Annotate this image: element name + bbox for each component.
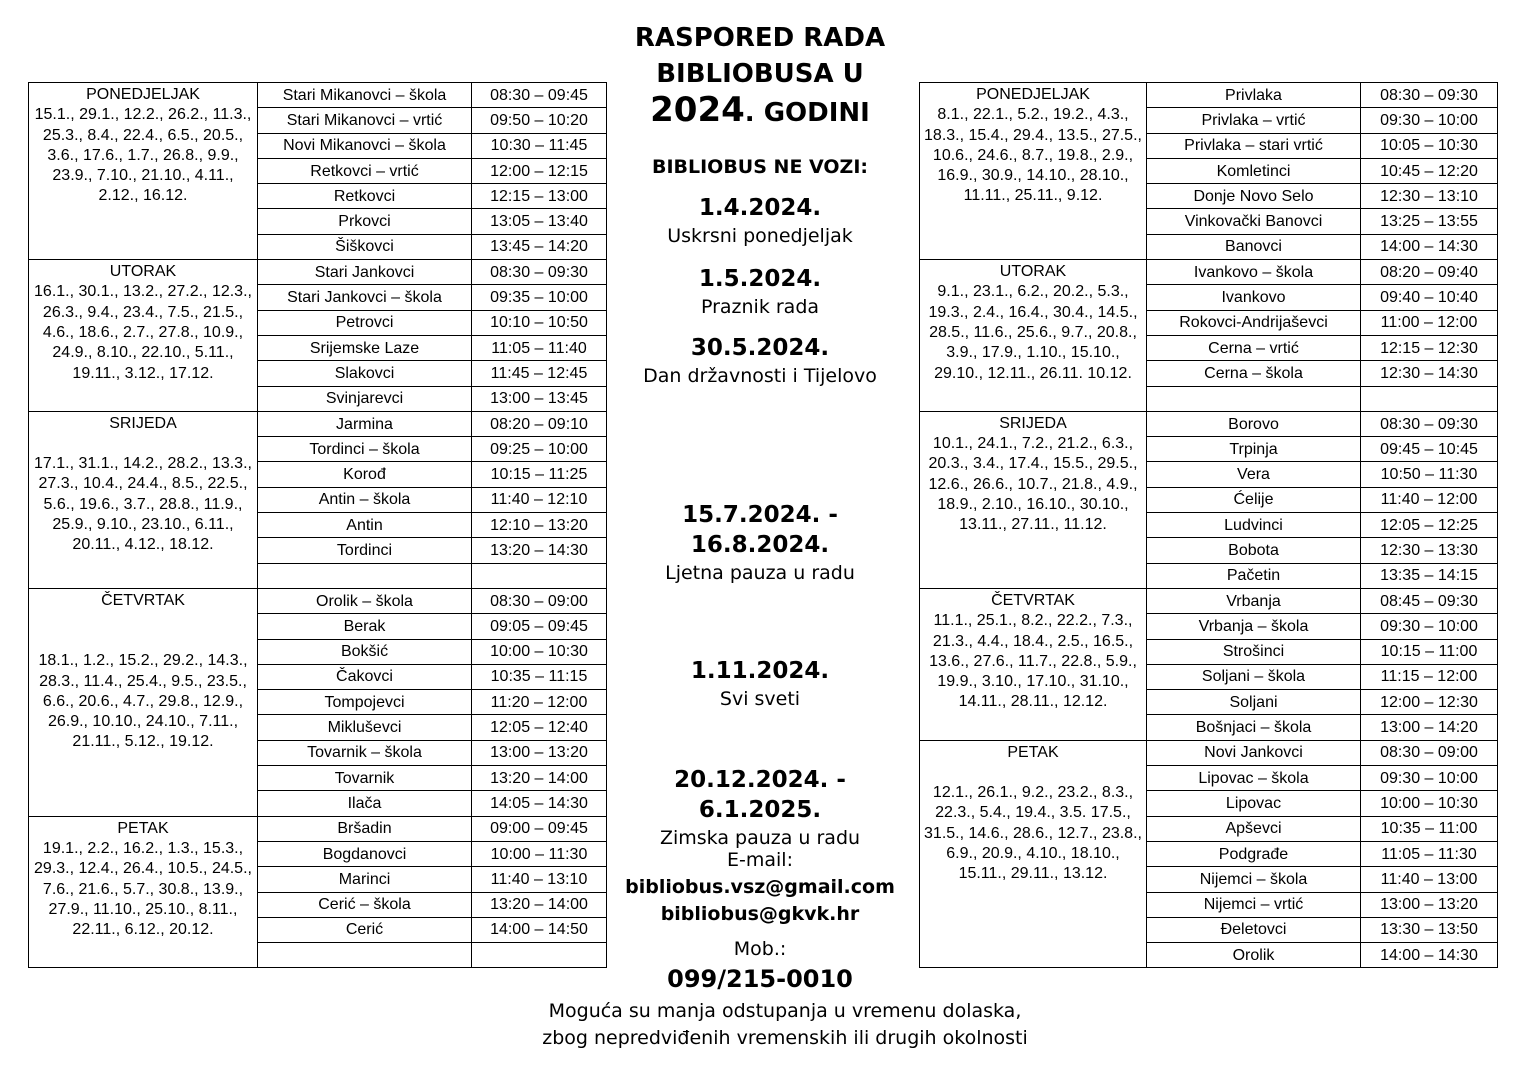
stop-time: 09:00 – 09:45 bbox=[472, 816, 607, 841]
stop-place: Retkovci – vrtić bbox=[258, 158, 472, 183]
stop-time: 08:30 – 09:30 bbox=[1361, 83, 1498, 108]
stop-place: Cerna – škola bbox=[1147, 361, 1361, 386]
title-line-2: BIBLIOBUSA U bbox=[656, 59, 864, 89]
day-name: SRIJEDA bbox=[999, 414, 1067, 432]
table-row bbox=[29, 588, 607, 613]
stop-time: 08:30 – 09:00 bbox=[472, 588, 607, 613]
stop-place: Bobota bbox=[1147, 538, 1361, 563]
stop-place: Ivankovo – škola bbox=[1147, 260, 1361, 285]
day-name: PONEDJELJAK bbox=[976, 86, 1090, 103]
stop-place: Slakovci bbox=[258, 361, 472, 386]
stop-place: Tovarnik bbox=[258, 766, 472, 791]
stop-place: Bošnjaci – škola bbox=[1147, 715, 1361, 740]
stop-place: Orolik bbox=[1147, 943, 1361, 968]
stop-time: 13:20 – 14:30 bbox=[472, 538, 607, 563]
stop-time: 09:30 – 10:00 bbox=[1361, 108, 1498, 133]
stop-time: 10:45 – 12:20 bbox=[1361, 158, 1498, 183]
stop-place: Bršadin bbox=[258, 816, 472, 841]
stop-place: Ivankovo bbox=[1147, 285, 1361, 310]
stop-time: 12:30 – 13:10 bbox=[1361, 184, 1498, 209]
stop-time: 14:00 – 14:50 bbox=[472, 917, 607, 942]
mobile-label: Mob.: bbox=[733, 938, 787, 960]
day-name: UTORAK bbox=[999, 263, 1067, 281]
stop-time: 09:45 – 10:45 bbox=[1361, 437, 1498, 462]
day-cell bbox=[920, 740, 1147, 968]
day-dates: 16.1., 30.1., 13.2., 27.2., 12.3., 26.3., 9.4., 23.4., 7.5., 21.5., 4.6., 18.6., 2.7., 27.8., 10.9., 24.9., 8.10., 22.10., 5.11., 19.11., 3.12., 17.12. bbox=[34, 283, 252, 382]
stop-time: 10:00 – 10:30 bbox=[472, 639, 607, 664]
stop-time: 13:00 – 14:20 bbox=[1361, 715, 1498, 740]
stop-place: Borovo bbox=[1147, 411, 1361, 436]
stop-place: Pačetin bbox=[1147, 563, 1361, 588]
stop-place: Cerić – škola bbox=[258, 892, 472, 917]
holiday-name: Svi sveti bbox=[719, 688, 801, 710]
day-dates: 9.1., 23.1., 6.2., 20.2., 5.3., 19.3., 2.4., 16.4., 30.4., 14.5., 28.5., 11.6., 25.6., 9.7., 20.8., 3.9., 17.9., 1.10., 15.10., 29.10., 12.11., 26.11. 10.12. bbox=[928, 283, 1138, 382]
stop-time: 10:00 – 10:30 bbox=[1361, 791, 1498, 816]
day-cell bbox=[920, 411, 1147, 588]
stop-time: 09:35 – 10:00 bbox=[472, 285, 607, 310]
stop-place: Lipovac bbox=[1147, 791, 1361, 816]
holiday-name: Dan državnosti i Tijelovo bbox=[643, 365, 877, 387]
table-row bbox=[29, 411, 607, 436]
stop-place: Novi Jankovci bbox=[1147, 740, 1361, 765]
day-cell bbox=[29, 83, 258, 260]
day-name: PONEDJELJAK bbox=[86, 86, 200, 103]
stop-time: 14:05 – 14:30 bbox=[472, 791, 607, 816]
stop-place: Antin – škola bbox=[258, 487, 472, 512]
stop-place: Prkovci bbox=[258, 209, 472, 234]
holiday-2 bbox=[610, 264, 910, 320]
stop-time: 11:20 – 12:00 bbox=[472, 690, 607, 715]
stop-place: Privlaka bbox=[1147, 83, 1361, 108]
stop-place: Tovarnik – škola bbox=[258, 740, 472, 765]
stop-place: Strošinci bbox=[1147, 639, 1361, 664]
holiday-4 bbox=[610, 500, 910, 586]
table-row bbox=[29, 83, 607, 108]
stop-time: 13:25 – 13:55 bbox=[1361, 209, 1498, 234]
holiday-date: 30.5.2024. bbox=[690, 335, 830, 361]
footer-note bbox=[420, 998, 1150, 1052]
title-year: 2024 bbox=[650, 90, 745, 130]
stop-time: 08:20 – 09:10 bbox=[472, 411, 607, 436]
stop-place: Vrbanja bbox=[1147, 588, 1361, 613]
day-dates: 11.1., 25.1., 8.2., 22.2., 7.3., 21.3., 4.4., 18.4., 2.5., 16.5., 13.6., 27.6., 11.7., 22.8., 5.9., 19.9., 3.10., 17.10., 31.10., 14.11., 28.11., 12.12. bbox=[929, 612, 1137, 711]
day-cell bbox=[29, 588, 258, 816]
day-dates: 18.1., 1.2., 15.2., 29.2., 14.3., 28.3., 11.4., 25.4., 9.5., 23.5., 6.6., 20.6., 4.7., 29.8., 12.9., 26.9., 10.10., 24.10., 7.11., 21.11., 5.12., 19.12. bbox=[38, 652, 248, 751]
stop-time: 12:15 – 13:00 bbox=[472, 184, 607, 209]
stop-time: 09:30 – 10:00 bbox=[1361, 614, 1498, 639]
stop-place: Soljani – škola bbox=[1147, 664, 1361, 689]
email-label: E-mail: bbox=[727, 849, 793, 871]
stop-place: Rokovci-Andrijaševci bbox=[1147, 310, 1361, 335]
stop-place: Bokšić bbox=[258, 639, 472, 664]
schedule-table-left bbox=[28, 82, 607, 968]
stop-place: Banovci bbox=[1147, 234, 1361, 259]
holiday-date: 1.5.2024. bbox=[698, 266, 822, 292]
stop-time bbox=[1361, 386, 1498, 411]
stop-time: 09:30 – 10:00 bbox=[1361, 766, 1498, 791]
stop-place: Jarmina bbox=[258, 411, 472, 436]
stop-place: Apševci bbox=[1147, 816, 1361, 841]
stop-time bbox=[472, 943, 607, 968]
contact-block bbox=[610, 847, 910, 995]
stop-time: 12:30 – 14:30 bbox=[1361, 361, 1498, 386]
day-name: PETAK bbox=[1007, 743, 1059, 761]
stop-time: 11:40 – 13:10 bbox=[472, 867, 607, 892]
stop-place: Ilača bbox=[258, 791, 472, 816]
stop-place bbox=[258, 943, 472, 968]
holiday-name: Praznik rada bbox=[700, 296, 820, 318]
stop-time: 13:45 – 14:20 bbox=[472, 234, 607, 259]
stop-place: Berak bbox=[258, 614, 472, 639]
mobile-number[interactable]: 099/215-0010 bbox=[667, 965, 853, 993]
day-cell bbox=[920, 83, 1147, 260]
stop-time: 08:30 – 09:45 bbox=[472, 83, 607, 108]
title-line-3 bbox=[610, 92, 910, 131]
day-dates: 8.1., 22.1., 5.2., 19.2., 4.3., 18.3., 15.4., 29.4., 13.5., 27.5., 10.6., 24.6., 8.7., 19.8., 2.9., 16.9., 30.9., 14.10., 28.10., 11.11., 25.11., 9.12. bbox=[924, 106, 1142, 205]
stop-time: 12:05 – 12:25 bbox=[1361, 513, 1498, 538]
holiday-date: 1.4.2024. bbox=[698, 195, 822, 221]
stop-time: 11:40 – 12:00 bbox=[1361, 487, 1498, 512]
stop-place: Korođ bbox=[258, 462, 472, 487]
stop-time: 09:25 – 10:00 bbox=[472, 437, 607, 462]
table-row bbox=[920, 740, 1498, 765]
stop-place: Vrbanja – škola bbox=[1147, 614, 1361, 639]
stop-place: Donje Novo Selo bbox=[1147, 184, 1361, 209]
stop-place: Čakovci bbox=[258, 664, 472, 689]
stop-time: 13:00 – 13:45 bbox=[472, 386, 607, 411]
day-name: SRIJEDA bbox=[109, 414, 177, 432]
stop-time: 08:30 – 09:00 bbox=[1361, 740, 1498, 765]
holiday-date: 20.12.2024. - 6.1.2025. bbox=[674, 767, 846, 823]
stop-place: Svinjarevci bbox=[258, 386, 472, 411]
stop-place: Đeletovci bbox=[1147, 917, 1361, 942]
stop-time: 12:00 – 12:15 bbox=[472, 158, 607, 183]
day-dates: 17.1., 31.1., 14.2., 28.2., 13.3., 27.3., 10.4., 24.4., 8.5., 22.5., 5.6., 19.6., 3.7., 28.8., 11.9., 25.9., 9.10., 23.10., 6.11., 20.11., 4.12., 18.12. bbox=[34, 455, 252, 554]
stop-place: Retkovci bbox=[258, 184, 472, 209]
stop-time: 10:05 – 10:30 bbox=[1361, 133, 1498, 158]
stop-time: 13:00 – 13:20 bbox=[472, 740, 607, 765]
stop-time: 13:35 – 14:15 bbox=[1361, 563, 1498, 588]
table-row bbox=[920, 588, 1498, 613]
stop-place: Šiškovci bbox=[258, 234, 472, 259]
stop-place: Cerić bbox=[258, 917, 472, 942]
stop-time: 13:20 – 14:00 bbox=[472, 892, 607, 917]
stop-time: 11:15 – 12:00 bbox=[1361, 664, 1498, 689]
table-row bbox=[29, 260, 607, 285]
day-dates: 15.1., 29.1., 12.2., 26.2., 11.3., 25.3., 8.4., 22.4., 6.5., 20.5., 3.6., 17.6., 1.7., 26.8., 9.9., 23.9., 7.10., 21.10., 4.11., 2.12., 16.12. bbox=[34, 106, 252, 205]
stop-time: 10:10 – 10:50 bbox=[472, 310, 607, 335]
day-dates: 12.1., 26.1., 9.2., 23.2., 8.3., 22.3., 5.4., 19.4., 3.5. 17.5., 31.5., 14.6., 28.6., 12.7., 23.8., 6.9., 20.9., 4.10., 18.10., 15.11., 29.11., 13.12. bbox=[924, 784, 1142, 883]
stop-time: 10:35 – 11:00 bbox=[1361, 816, 1498, 841]
stop-time: 10:35 – 11:15 bbox=[472, 664, 607, 689]
stop-time: 11:40 – 12:10 bbox=[472, 487, 607, 512]
stop-place: Privlaka – stari vrtić bbox=[1147, 133, 1361, 158]
stop-place: Marinci bbox=[258, 867, 472, 892]
table-row bbox=[920, 411, 1498, 436]
stop-place: Antin bbox=[258, 513, 472, 538]
stop-time: 08:20 – 09:40 bbox=[1361, 260, 1498, 285]
holiday-date: 15.7.2024. - 16.8.2024. bbox=[682, 502, 838, 558]
holiday-date: 1.11.2024. bbox=[690, 658, 830, 684]
email-address-2[interactable]: bibliobus@gkvk.hr bbox=[660, 903, 860, 925]
day-cell bbox=[920, 260, 1147, 412]
day-dates: 19.1., 2.2., 16.2., 1.3., 15.3., 29.3., 12.4., 26.4., 10.5., 24.5., 7.6., 21.6., 5.7., 30.8., 13.9., 27.9., 11.10., 25.10., 8.11., 22.11., 6.12., 20.12. bbox=[34, 839, 252, 939]
stop-place: Tordinci bbox=[258, 538, 472, 563]
schedule-table-right bbox=[919, 82, 1498, 968]
stop-time: 10:30 – 11:45 bbox=[472, 133, 607, 158]
stop-time: 08:45 – 09:30 bbox=[1361, 588, 1498, 613]
stop-time: 11:40 – 13:00 bbox=[1361, 867, 1498, 892]
stop-time: 13:30 – 13:50 bbox=[1361, 917, 1498, 942]
holiday-name: Ljetna pauza u radu bbox=[665, 562, 855, 584]
day-name: ČETVRTAK bbox=[991, 591, 1075, 609]
stop-place: Vinkovački Banovci bbox=[1147, 209, 1361, 234]
title-line-1: RASPORED RADA bbox=[634, 23, 886, 53]
stop-place: Mikluševci bbox=[258, 715, 472, 740]
stop-time: 12:00 – 12:30 bbox=[1361, 690, 1498, 715]
day-name: ČETVRTAK bbox=[101, 591, 185, 609]
holiday-name: Zimska pauza u radu bbox=[659, 827, 861, 849]
stop-place: Novi Mikanovci – škola bbox=[258, 133, 472, 158]
day-cell bbox=[29, 260, 258, 412]
stop-place: Srijemske Laze bbox=[258, 335, 472, 360]
day-name: UTORAK bbox=[109, 263, 177, 281]
stop-place bbox=[1147, 386, 1361, 411]
table-row bbox=[29, 816, 607, 841]
stop-place: Ćelije bbox=[1147, 487, 1361, 512]
stop-time: 11:05 – 11:40 bbox=[472, 335, 607, 360]
stop-time: 08:30 – 09:30 bbox=[1361, 411, 1498, 436]
stop-place: Cerna – vrtić bbox=[1147, 335, 1361, 360]
holiday-6 bbox=[610, 765, 910, 851]
no-service-heading: BIBLIOBUS NE VOZI: bbox=[651, 156, 869, 178]
title-suffix: . GODINI bbox=[744, 98, 870, 128]
stop-place: Lipovac – škola bbox=[1147, 766, 1361, 791]
stop-place: Soljani bbox=[1147, 690, 1361, 715]
day-cell bbox=[29, 816, 258, 968]
stop-time: 12:10 – 13:20 bbox=[472, 513, 607, 538]
stop-place: Stari Jankovci bbox=[258, 260, 472, 285]
table-row bbox=[920, 83, 1498, 108]
stop-time: 10:15 – 11:25 bbox=[472, 462, 607, 487]
stop-time bbox=[472, 563, 607, 588]
stop-place: Nijemci – škola bbox=[1147, 867, 1361, 892]
stop-time: 13:20 – 14:00 bbox=[472, 766, 607, 791]
holiday-1 bbox=[610, 193, 910, 249]
stop-time: 10:00 – 11:30 bbox=[472, 841, 607, 866]
stop-time: 11:05 – 11:30 bbox=[1361, 841, 1498, 866]
table-row bbox=[920, 260, 1498, 285]
stop-place: Orolik – škola bbox=[258, 588, 472, 613]
holiday-name: Uskrsni ponedjeljak bbox=[667, 225, 853, 247]
stop-time: 10:15 – 11:00 bbox=[1361, 639, 1498, 664]
page-title bbox=[610, 20, 910, 131]
stop-time: 12:15 – 12:30 bbox=[1361, 335, 1498, 360]
holiday-3 bbox=[610, 333, 910, 389]
stop-place: Komletinci bbox=[1147, 158, 1361, 183]
stop-time: 14:00 – 14:30 bbox=[1361, 234, 1498, 259]
stop-place: Tordinci – škola bbox=[258, 437, 472, 462]
stop-time: 12:30 – 13:30 bbox=[1361, 538, 1498, 563]
stop-place: Petrovci bbox=[258, 310, 472, 335]
stop-place: Tompojevci bbox=[258, 690, 472, 715]
holiday-5 bbox=[610, 656, 910, 712]
day-dates: 10.1., 24.1., 7.2., 21.2., 6.3., 20.3., 3.4., 17.4., 15.5., 29.5., 12.6., 26.6., 10.7., 21.8., 4.9., 18.9., 2.10., 16.10., 30.10., 13.11., 27.11., 11.12. bbox=[928, 435, 1138, 534]
stop-time: 09:05 – 09:45 bbox=[472, 614, 607, 639]
stop-time: 13:05 – 13:40 bbox=[472, 209, 607, 234]
stop-time: 11:00 – 12:00 bbox=[1361, 310, 1498, 335]
day-cell bbox=[29, 411, 258, 588]
stop-time: 14:00 – 14:30 bbox=[1361, 943, 1498, 968]
day-name: PETAK bbox=[117, 819, 169, 837]
stop-time: 13:00 – 13:20 bbox=[1361, 892, 1498, 917]
stop-place: Ludvinci bbox=[1147, 513, 1361, 538]
stop-place: Stari Mikanovci – škola bbox=[258, 83, 472, 108]
stop-place: Podgrađe bbox=[1147, 841, 1361, 866]
stop-place: Stari Jankovci – škola bbox=[258, 285, 472, 310]
stop-place: Vera bbox=[1147, 462, 1361, 487]
stop-place: Stari Mikanovci – vrtić bbox=[258, 108, 472, 133]
footer-line-1: Moguća su manja odstupanja u vremenu dolaska, bbox=[548, 1000, 1022, 1022]
day-cell bbox=[920, 588, 1147, 740]
stop-time: 10:50 – 11:30 bbox=[1361, 462, 1498, 487]
stop-time: 09:50 – 10:20 bbox=[472, 108, 607, 133]
stop-place bbox=[258, 563, 472, 588]
stop-place: Nijemci – vrtić bbox=[1147, 892, 1361, 917]
stop-time: 11:45 – 12:45 bbox=[472, 361, 607, 386]
stop-time: 08:30 – 09:30 bbox=[472, 260, 607, 285]
stop-place: Trpinja bbox=[1147, 437, 1361, 462]
stop-place: Privlaka – vrtić bbox=[1147, 108, 1361, 133]
email-address-1[interactable]: bibliobus.vsz@gmail.com bbox=[625, 876, 895, 898]
footer-line-2: zbog nepredviđenih vremenskih ili drugih okolnosti bbox=[542, 1027, 1028, 1049]
stop-time: 12:05 – 12:40 bbox=[472, 715, 607, 740]
stop-time: 09:40 – 10:40 bbox=[1361, 285, 1498, 310]
stop-place: Bogdanovci bbox=[258, 841, 472, 866]
